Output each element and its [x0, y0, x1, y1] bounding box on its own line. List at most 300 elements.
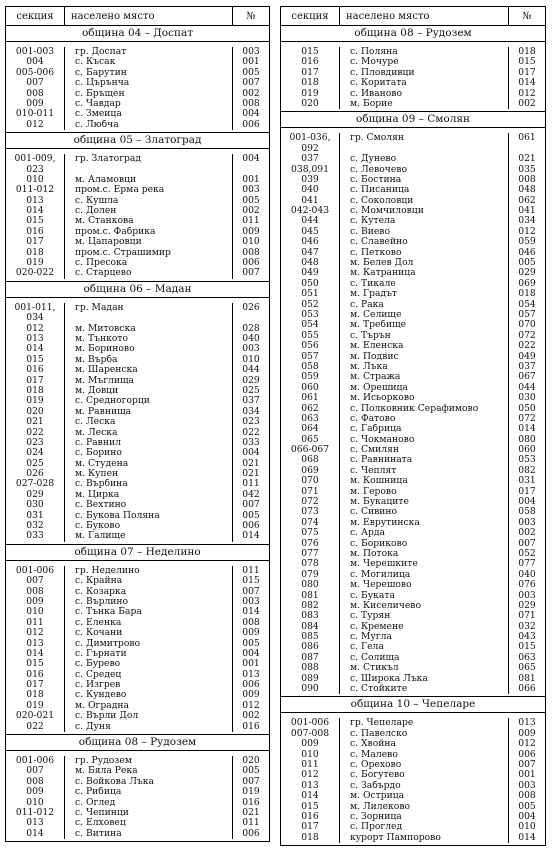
place-name: м. Черешките — [350, 559, 418, 570]
place-number: 003 — [508, 518, 545, 528]
section-code: 066-067 — [281, 445, 340, 455]
table-row — [281, 268, 545, 278]
section-code: 061 — [281, 393, 340, 403]
table-row — [281, 622, 545, 632]
place-number: 007 — [232, 777, 269, 787]
section-code: 079 — [281, 570, 340, 580]
place-name: м. Шаренска — [75, 365, 138, 376]
section-code: 077 — [281, 549, 340, 559]
section-code: 022 — [6, 428, 65, 438]
table-row — [281, 445, 545, 455]
table-row — [6, 216, 269, 226]
place-number: 017 — [508, 487, 545, 497]
place-name: с. Дунево — [350, 154, 397, 165]
section-code: 009 — [6, 597, 65, 607]
section-code: 018 — [281, 833, 340, 843]
place-number: 003 — [232, 185, 269, 195]
table-row — [6, 597, 269, 607]
place-number: 071 — [508, 611, 545, 621]
section-code: 016 — [281, 812, 340, 822]
table-row — [281, 684, 545, 694]
place-name: м. Лилеково — [350, 801, 411, 812]
place-number: 004 — [232, 649, 269, 659]
table-row — [6, 531, 269, 541]
municipality-section — [5, 26, 270, 133]
place-name: с. Мочуре — [350, 57, 399, 68]
table-row — [281, 185, 545, 195]
section-code: 009 — [281, 739, 340, 749]
table-row — [6, 670, 269, 680]
place-number: 044 — [232, 365, 269, 375]
place-name: с. Иваново — [350, 88, 403, 99]
place-name: с. Върбина — [75, 479, 128, 490]
place-name: с. Леска — [75, 417, 116, 428]
table-row — [281, 518, 545, 528]
table-row — [281, 476, 545, 486]
place-number: 014 — [508, 424, 545, 434]
place-number: 014 — [232, 531, 269, 541]
place-name: с. Момчиловци — [350, 206, 424, 217]
table-row — [6, 576, 269, 586]
place-name: с. Оглед — [75, 797, 116, 808]
place-number: 007 — [232, 500, 269, 510]
table-row — [6, 428, 269, 438]
place-name: с. Смилян — [350, 445, 400, 456]
place-number: 028 — [232, 324, 269, 334]
table-row — [281, 466, 545, 476]
place-name: с. Борино — [75, 448, 122, 459]
place-name: с. Проглед — [350, 822, 403, 833]
section-code: 019 — [6, 396, 65, 406]
place-number: 058 — [508, 507, 545, 517]
place-number: 015 — [232, 576, 269, 586]
place-number: 005 — [232, 639, 269, 649]
place-name: с. Елховец — [75, 818, 126, 829]
place-name: с. Соколовци — [350, 195, 414, 206]
place-name: м. Цирка — [75, 489, 120, 500]
right-column — [280, 6, 546, 846]
table-row — [6, 787, 269, 797]
place-name: с. Рака — [350, 299, 384, 310]
left-column — [5, 6, 270, 842]
table-row — [6, 303, 269, 313]
section-code: 014 — [6, 649, 65, 659]
place-name: с. Павелско — [350, 728, 408, 739]
section-code: 018 — [6, 690, 65, 700]
section-code: 001-006 — [6, 756, 65, 766]
section-code: 001-003 — [6, 47, 65, 57]
place-number: 018 — [508, 289, 545, 299]
section-code: 056 — [281, 341, 340, 351]
section-code: 001-009, — [6, 154, 65, 164]
table-row — [6, 120, 269, 130]
table-row — [281, 372, 545, 382]
place-number: 025 — [232, 386, 269, 396]
place-name: с. Славейно — [350, 237, 408, 248]
place-name: с. Рибица — [75, 787, 122, 798]
place-number: 015 — [508, 57, 545, 67]
place-number: 001 — [232, 175, 269, 185]
place-name: с. Забърдо — [350, 780, 401, 791]
place-name: с. Могилица — [350, 569, 411, 580]
place-name: м. Стража — [350, 372, 401, 383]
place-name: с. Старцево — [75, 268, 132, 279]
place-number: 082 — [508, 466, 545, 476]
table-row — [6, 386, 269, 396]
place-number: 029 — [508, 601, 545, 611]
table-row — [6, 690, 269, 700]
section-code: 084 — [281, 622, 340, 632]
table-row — [6, 756, 269, 766]
place-number: 005 — [508, 258, 545, 268]
table-row — [281, 414, 545, 424]
place-name: м. Потока — [350, 548, 399, 559]
place-number: 003 — [232, 47, 269, 57]
section-code: 023 — [6, 165, 65, 175]
table-row — [6, 566, 269, 576]
table-row — [281, 739, 545, 749]
place-name: с. Пловдивци — [350, 67, 415, 78]
table-row — [6, 659, 269, 669]
place-number: 080 — [508, 435, 545, 445]
place-number: 018 — [508, 47, 545, 57]
section-code: 032 — [6, 521, 65, 531]
section-code: 053 — [281, 310, 340, 320]
section-code: 011-012 — [6, 185, 65, 195]
place-number: 049 — [508, 352, 545, 362]
place-number: 008 — [232, 618, 269, 628]
place-name: с. Барутин — [75, 67, 127, 78]
place-number: 012 — [232, 701, 269, 711]
section-code: 087 — [281, 653, 340, 663]
place-number: 034 — [232, 407, 269, 417]
place-number: 072 — [508, 331, 545, 341]
section-code: 075 — [281, 528, 340, 538]
section-code: 078 — [281, 559, 340, 569]
place-name: с. Коритата — [350, 78, 407, 89]
table-row — [6, 777, 269, 787]
section-code: 014 — [6, 344, 65, 354]
place-number: 017 — [508, 68, 545, 78]
section-code: 025 — [6, 459, 65, 469]
place-name: м. Аламовци — [75, 174, 137, 185]
place-number: 043 — [508, 632, 545, 642]
table-row — [6, 511, 269, 521]
table-header — [5, 6, 270, 26]
section-code: 083 — [281, 611, 340, 621]
table-row — [281, 47, 545, 57]
place-name: с. Чавдар — [75, 98, 121, 109]
section-code: 015 — [281, 47, 340, 57]
table-row — [281, 424, 545, 434]
section-code: 015 — [6, 216, 65, 226]
header-section: секция — [6, 7, 65, 25]
table-row — [281, 216, 545, 226]
place-name: гр. Неделино — [75, 565, 140, 576]
table-row — [6, 808, 269, 818]
place-number: 022 — [232, 428, 269, 438]
place-name — [65, 313, 232, 323]
section-code: 090 — [281, 684, 340, 694]
place-name: с. Върли Дол — [75, 711, 139, 722]
section-code: 017 — [6, 376, 65, 386]
table-row — [281, 362, 545, 372]
place-name: с. Дуня — [75, 721, 111, 732]
section-code: 016 — [6, 227, 65, 237]
place-number: 022 — [508, 341, 545, 351]
table-row — [281, 78, 545, 88]
place-name: м. Герово — [350, 486, 397, 497]
header-number: № — [522, 10, 532, 22]
section-code: 030 — [6, 500, 65, 510]
section-code: 013 — [281, 781, 340, 791]
place-name: с. Витина — [75, 828, 122, 839]
municipality-section — [280, 697, 546, 846]
section-code: 080 — [281, 580, 340, 590]
section-code: 009 — [6, 787, 65, 797]
section-code: 015 — [6, 659, 65, 669]
header-number: № — [246, 10, 256, 22]
table-row — [6, 237, 269, 247]
place-name: с. Любча — [75, 119, 119, 130]
table-row — [6, 618, 269, 628]
place-name: с. Хвойна — [350, 739, 396, 750]
table-row — [281, 791, 545, 801]
municipality-section — [5, 282, 270, 545]
place-name: м. Цапаровци — [75, 237, 142, 248]
place-number: 009 — [232, 227, 269, 237]
table-row — [6, 438, 269, 448]
place-name: с. Църънча — [75, 78, 130, 89]
section-code: 017 — [281, 68, 340, 78]
place-name: м. Равнища — [75, 406, 132, 417]
place-number: 002 — [232, 711, 269, 721]
place-number: 031 — [508, 476, 545, 486]
section-code: 024 — [6, 448, 65, 458]
section-code: 085 — [281, 632, 340, 642]
section-code: 010 — [281, 750, 340, 760]
table-row — [281, 770, 545, 780]
section-code: 018 — [281, 78, 340, 88]
section-code: 048 — [281, 258, 340, 268]
table-row — [6, 334, 269, 344]
section-code: 011 — [281, 760, 340, 770]
place-number: 065 — [508, 663, 545, 673]
table-row — [6, 154, 269, 164]
section-code: 004 — [6, 57, 65, 67]
place-number: 040 — [232, 334, 269, 344]
section-code: 019 — [6, 258, 65, 268]
place-name: пром.с. Ерма река — [75, 185, 165, 196]
section-code: 020 — [6, 407, 65, 417]
table-row — [6, 490, 269, 500]
table-row — [281, 144, 545, 154]
place-name: с. Тикале — [350, 278, 396, 289]
place-number: 040 — [508, 570, 545, 580]
section-code: 060 — [281, 383, 340, 393]
place-name: с. Малево — [350, 749, 398, 760]
place-number: 014 — [508, 833, 545, 843]
place-name: с. Солища — [350, 652, 400, 663]
place-name: с. Полковник Серафимово — [350, 403, 479, 414]
table-row — [281, 165, 545, 175]
municipality-title: община 09 – Смолян — [281, 112, 545, 128]
section-code: 062 — [281, 404, 340, 414]
table-row — [281, 653, 545, 663]
section-code: 001-036, — [281, 133, 340, 143]
place-name: м. Леска — [75, 427, 118, 438]
place-name: м. Градът — [350, 289, 398, 300]
place-number: 008 — [232, 99, 269, 109]
place-number: 015 — [508, 642, 545, 652]
section-code: 034 — [6, 313, 65, 323]
municipality-title: община 05 – Златоград — [6, 133, 269, 149]
municipality-title: община 10 – Чепеларе — [281, 697, 545, 713]
place-name: с. Гела — [350, 642, 384, 653]
section-code: 081 — [281, 591, 340, 601]
place-number: 034 — [508, 216, 545, 226]
section-code: 026 — [6, 469, 65, 479]
place-name: гр. Рудозем — [75, 756, 132, 767]
section-code: 041 — [281, 196, 340, 206]
section-code: 012 — [6, 120, 65, 130]
place-name: с. Левочево — [350, 164, 408, 175]
place-number: 037 — [232, 396, 269, 406]
place-number: 010 — [232, 237, 269, 247]
table-row — [281, 812, 545, 822]
place-number: 002 — [508, 99, 545, 109]
table-row — [281, 559, 545, 569]
table-row — [6, 417, 269, 427]
header-section: секция — [281, 7, 340, 25]
place-number: 041 — [508, 206, 545, 216]
municipality-section — [5, 735, 270, 842]
table-row — [281, 352, 545, 362]
section-code: 009 — [6, 99, 65, 109]
place-number: 003 — [508, 591, 545, 601]
municipality-section — [5, 545, 270, 735]
place-name: с. Поляна — [350, 47, 398, 57]
place-name — [65, 165, 232, 175]
table-row — [281, 133, 545, 143]
section-code: 015 — [281, 802, 340, 812]
place-number: 011 — [232, 479, 269, 489]
place-name: с. Долен — [75, 206, 117, 217]
table-row — [281, 89, 545, 99]
section-code: 005-006 — [6, 68, 65, 78]
place-number: 012 — [508, 739, 545, 749]
section-code: 019 — [6, 701, 65, 711]
section-code: 022 — [6, 722, 65, 732]
place-number: 005 — [232, 196, 269, 206]
section-code: 018 — [6, 386, 65, 396]
table-row — [281, 528, 545, 538]
place-name: м. Орешица — [350, 382, 408, 393]
place-number: 076 — [508, 580, 545, 590]
table-row — [6, 500, 269, 510]
place-name: м. Тънкото — [75, 333, 128, 344]
section-code: 045 — [281, 227, 340, 237]
place-name: с. Буково — [75, 521, 121, 532]
section-code: 070 — [281, 476, 340, 486]
place-name: с. Равнината — [350, 455, 413, 466]
place-name: с. Кушла — [75, 195, 119, 206]
place-name: с. Писаница — [350, 185, 410, 196]
place-number: 007 — [508, 760, 545, 770]
table-row — [281, 802, 545, 812]
place-name: с. Равнил — [75, 437, 121, 448]
table-row — [281, 611, 545, 621]
place-number: 029 — [508, 268, 545, 278]
section-code: 037 — [281, 154, 340, 164]
place-number: 016 — [232, 722, 269, 732]
table-row — [281, 570, 545, 580]
place-name: гр. Чепеларе — [350, 718, 414, 729]
section-code: 049 — [281, 268, 340, 278]
place-name: с. Кремене — [350, 621, 404, 632]
section-code: 011 — [6, 618, 65, 628]
table-row — [281, 341, 545, 351]
table-row — [281, 833, 545, 843]
section-code: 010-011 — [6, 109, 65, 119]
place-name: м. Катраница — [350, 268, 416, 279]
place-number: 006 — [508, 750, 545, 760]
place-name: с. Чепинци — [75, 808, 129, 818]
table-row — [6, 459, 269, 469]
table-row — [281, 206, 545, 216]
place-number: 020 — [232, 756, 269, 766]
place-number: 066 — [508, 684, 545, 694]
section-code: 001-006 — [281, 718, 340, 728]
place-number: 007 — [232, 268, 269, 278]
section-code: 007 — [6, 576, 65, 586]
table-row — [6, 248, 269, 258]
place-name: с. Змеица — [75, 109, 122, 120]
section-code: 076 — [281, 539, 340, 549]
place-name: с. Кундево — [75, 690, 127, 701]
place-number: 037 — [508, 362, 545, 372]
municipality-section — [280, 112, 546, 697]
place-number: 014 — [232, 607, 269, 617]
place-number: 009 — [232, 628, 269, 638]
place-name: м. Черешово — [350, 580, 412, 591]
place-name: пром.с. Фабрика — [75, 226, 156, 237]
table-row — [6, 68, 269, 78]
table-row — [281, 331, 545, 341]
place-number: 069 — [508, 279, 545, 289]
place-name: с. Стойките — [350, 684, 408, 695]
table-row — [281, 601, 545, 611]
place-number: 032 — [508, 622, 545, 632]
place-number: 007 — [232, 78, 269, 88]
table-row — [281, 279, 545, 289]
table-row — [6, 355, 269, 365]
place-number: 016 — [232, 798, 269, 808]
table-row — [6, 78, 269, 88]
place-name: с. Арда — [350, 528, 385, 539]
place-name: с. Пресока — [75, 258, 128, 269]
place-number: 009 — [508, 729, 545, 739]
place-number: 003 — [232, 597, 269, 607]
table-row — [6, 365, 269, 375]
table-row — [6, 766, 269, 776]
section-code: 050 — [281, 279, 340, 289]
section-code: 069 — [281, 466, 340, 476]
place-name: м. Исьорково — [350, 393, 415, 404]
place-number: 052 — [508, 549, 545, 559]
table-row — [6, 47, 269, 57]
place-name: с. Чокманово — [350, 434, 415, 445]
